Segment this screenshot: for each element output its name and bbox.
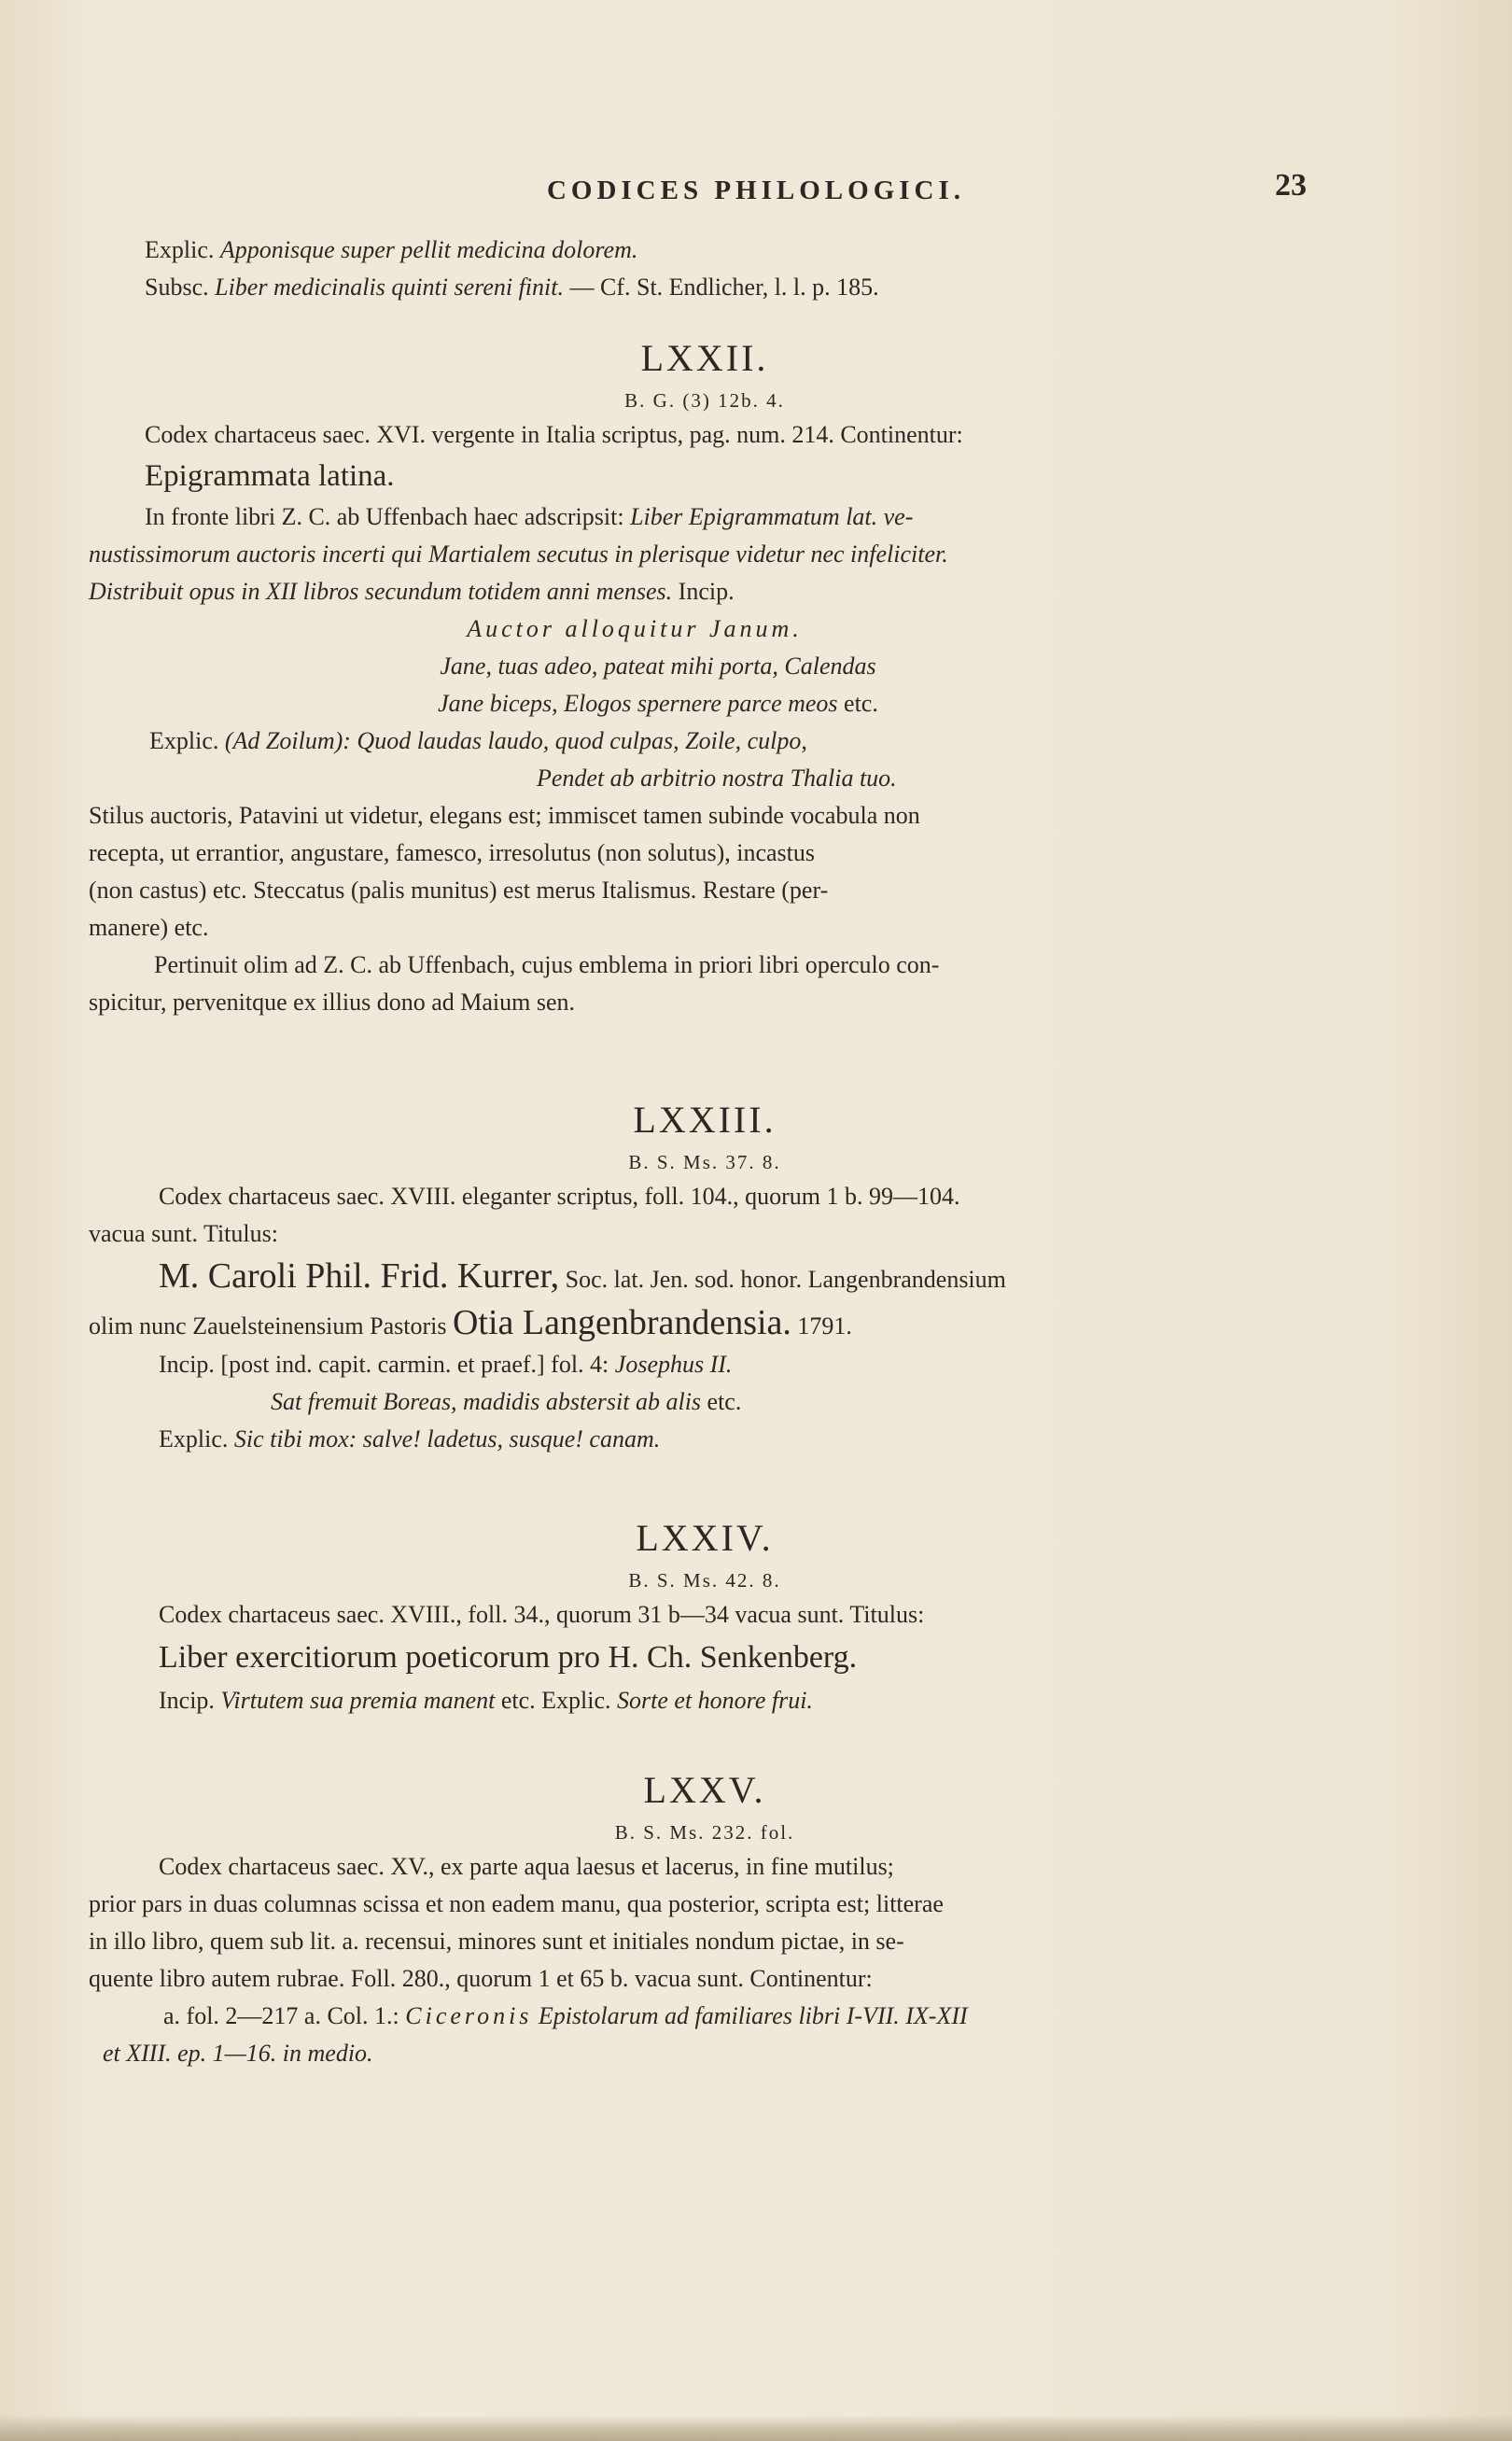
note-quote: nustissimorum auctoris incerti qui Martialem secutus in plerisque videtur nec infeliciter. <box>89 540 948 568</box>
incip-etc: etc. <box>500 1687 536 1714</box>
verse-line-2 <box>84 685 1325 722</box>
incipit-heading <box>84 610 1325 648</box>
style-note-2: recepta, ut errantior, angustare, famesco, irresolutus (non solutus), incastus <box>89 839 815 866</box>
entry-lxxii <box>84 332 1325 1021</box>
item-location: a. fol. 2—217 a. Col. 1.: <box>163 2002 399 2029</box>
item-title: Epistolarum ad familiares libri I-VII. IX-XII <box>538 2002 968 2029</box>
shelfmark: B. S. Ms. 42. 8. <box>628 1569 781 1592</box>
verse-text: Sat fremuit Boreas, madidis abstersit ab alis <box>271 1388 702 1415</box>
page-number: 23 <box>1275 168 1307 203</box>
provenance-2: spicitur, pervenitque ex illius dono ad Maium sen. <box>89 989 576 1016</box>
incip-location: [post ind. capit. carmin. et praef.] fol. 4: <box>220 1351 609 1378</box>
running-title: CODICES PHILOLOGICI. <box>546 175 966 205</box>
verse-etc: etc. <box>844 690 878 717</box>
codex-description: Codex chartaceus saec. XVIII., foll. 34., quorum 31 b—34 vacua sunt. Titulus: <box>159 1601 925 1628</box>
incipit-verse <box>84 1383 1325 1421</box>
explic-label: Explic. <box>541 1687 611 1714</box>
entry-number: LXXIII. <box>633 1099 777 1141</box>
previous-entry-end <box>84 231 1325 306</box>
entry-number: LXXV. <box>643 1769 766 1811</box>
work-title: Liber exercitiorum poeticorum pro H. Ch. Senkenberg. <box>159 1640 858 1675</box>
incip-label: Incip. <box>159 1687 215 1714</box>
entry-lxxv <box>84 1764 1325 2072</box>
codex-description-2: vacua sunt. Titulus: <box>89 1220 278 1247</box>
shelfmark: B. S. Ms. 37. 8. <box>628 1151 781 1173</box>
explic-label: Explic. <box>149 727 219 754</box>
style-note-1: Stilus auctoris, Patavini ut videtur, elegans est; immiscet tamen subinde vocabula non <box>89 802 920 829</box>
verse-etc: etc. <box>707 1388 742 1415</box>
work-title-pastor: olim nunc Zauelsteinensium Pastoris <box>89 1312 447 1340</box>
style-note-3: (non castus) etc. Steccatus (palis munitus) est merus Italismus. Restare (per- <box>89 877 829 904</box>
entry-lxxiv <box>84 1512 1325 1719</box>
explicit-line-2 <box>84 760 1325 797</box>
content-item-a-cont <box>84 2035 1325 2072</box>
entry-lxxiii <box>84 1094 1325 1458</box>
explic-label: Explic. <box>159 1425 229 1452</box>
codex-description-1: Codex chartaceus saec. XV., ex parte aqua laesus et lacerus, in fine mutilus; <box>159 1853 894 1880</box>
item-title: et XIII. ep. 1—16. in medio. <box>103 2040 373 2067</box>
page-header <box>0 168 1512 215</box>
subsc-text: Liber medicinalis quinti sereni finit. <box>215 274 564 301</box>
explic-addressee: (Ad Zoilum): <box>224 727 351 754</box>
work-title-2 <box>84 1299 1325 1346</box>
note-line-3 <box>84 573 1325 610</box>
incip-label: Incip. <box>678 578 735 605</box>
note-quote: Liber Epigrammatum lat. ve- <box>630 503 914 530</box>
codex-description-4: quente libro autem rubrae. Foll. 280., quorum 1 et 65 b. vacua sunt. Continentur: <box>89 1965 873 1992</box>
note-text: In fronte libri Z. C. ab Uffenbach haec adscripsit: <box>145 503 624 530</box>
note-line-2 <box>84 536 1325 573</box>
verse-text: Jane, tuas adeo, pateat mihi porta, Calendas <box>440 652 876 680</box>
provenance-1: Pertinuit olim ad Z. C. ab Uffenbach, cujus emblema in priori libri operculo con- <box>154 951 940 978</box>
page-edge-shadow <box>0 2415 1512 2441</box>
incip-label: Incip. <box>159 1351 215 1378</box>
codex-description-1: Codex chartaceus saec. XVIII. eleganter scriptus, foll. 104., quorum 1 b. 99—104. <box>159 1183 960 1210</box>
explicit-line <box>84 1421 1325 1458</box>
note-line-1 <box>84 498 1325 536</box>
explic-text: Sic tibi mox: salve! ladetus, susque! canam. <box>233 1425 661 1452</box>
explic-text: Apponisque super pellit medicina dolorem. <box>219 236 638 263</box>
item-author: Ciceronis <box>405 2002 533 2029</box>
content-item-a <box>84 1998 1325 2035</box>
shelfmark: B. S. Ms. 232. fol. <box>614 1821 795 1844</box>
work-title-year: 1791. <box>797 1312 852 1340</box>
codex-description-3: in illo libro, quem sub lit. a. recensui, minores sunt et initiales nondum pictae, in se- <box>89 1928 904 1955</box>
explic-label: Explic. <box>145 236 215 263</box>
work-title-1 <box>84 1253 1325 1299</box>
work-title: Epigrammata latina. <box>145 459 395 493</box>
work-title-main: Otia Langenbrandensia. <box>452 1303 791 1342</box>
verse-text: Jane biceps, Elogos spernere parce meos <box>438 690 838 717</box>
subsc-label: Subsc. <box>145 274 209 301</box>
incip-heading: Josephus II. <box>614 1351 733 1378</box>
explic-verse: Pendet ab arbitrio nostra Thalia tuo. <box>537 765 897 792</box>
entry-number: LXXIV. <box>636 1517 774 1559</box>
explic-verse: Quod laudas laudo, quod culpas, Zoile, culpo, <box>357 727 807 754</box>
incipit-explicit-line <box>84 1682 1325 1719</box>
note-quote: Distribuit opus in XII libros secundum totidem anni menses. <box>89 578 673 605</box>
explic-line <box>84 231 1325 269</box>
incipit-heading-text: Auctor alloquitur Janum. <box>467 615 803 642</box>
incipit-line <box>84 1346 1325 1383</box>
verse-line-1 <box>84 648 1325 685</box>
entry-number: LXXII. <box>640 337 769 379</box>
work-title-author: M. Caroli Phil. Frid. Kurrer, <box>159 1256 560 1296</box>
shelfmark: B. G. (3) 12b. 4. <box>624 389 785 412</box>
codex-description: Codex chartaceus saec. XVI. vergente in Italia scriptus, pag. num. 214. Continentur: <box>145 421 963 448</box>
explicit-line <box>84 722 1325 760</box>
codex-description-2: prior pars in duas columnas scissa et non eadem manu, qua posterior, scripta est; litterae <box>89 1890 944 1917</box>
incip-text: Virtutem sua premia manent <box>220 1687 496 1714</box>
work-title-affiliation: Soc. lat. Jen. sod. honor. Langenbrandensium <box>565 1266 1006 1293</box>
subsc-reference: — Cf. St. Endlicher, l. l. p. 185. <box>569 274 879 301</box>
subsc-line <box>84 269 1325 306</box>
explic-text: Sorte et honore frui. <box>617 1687 813 1714</box>
style-note-4: manere) etc. <box>89 914 209 941</box>
